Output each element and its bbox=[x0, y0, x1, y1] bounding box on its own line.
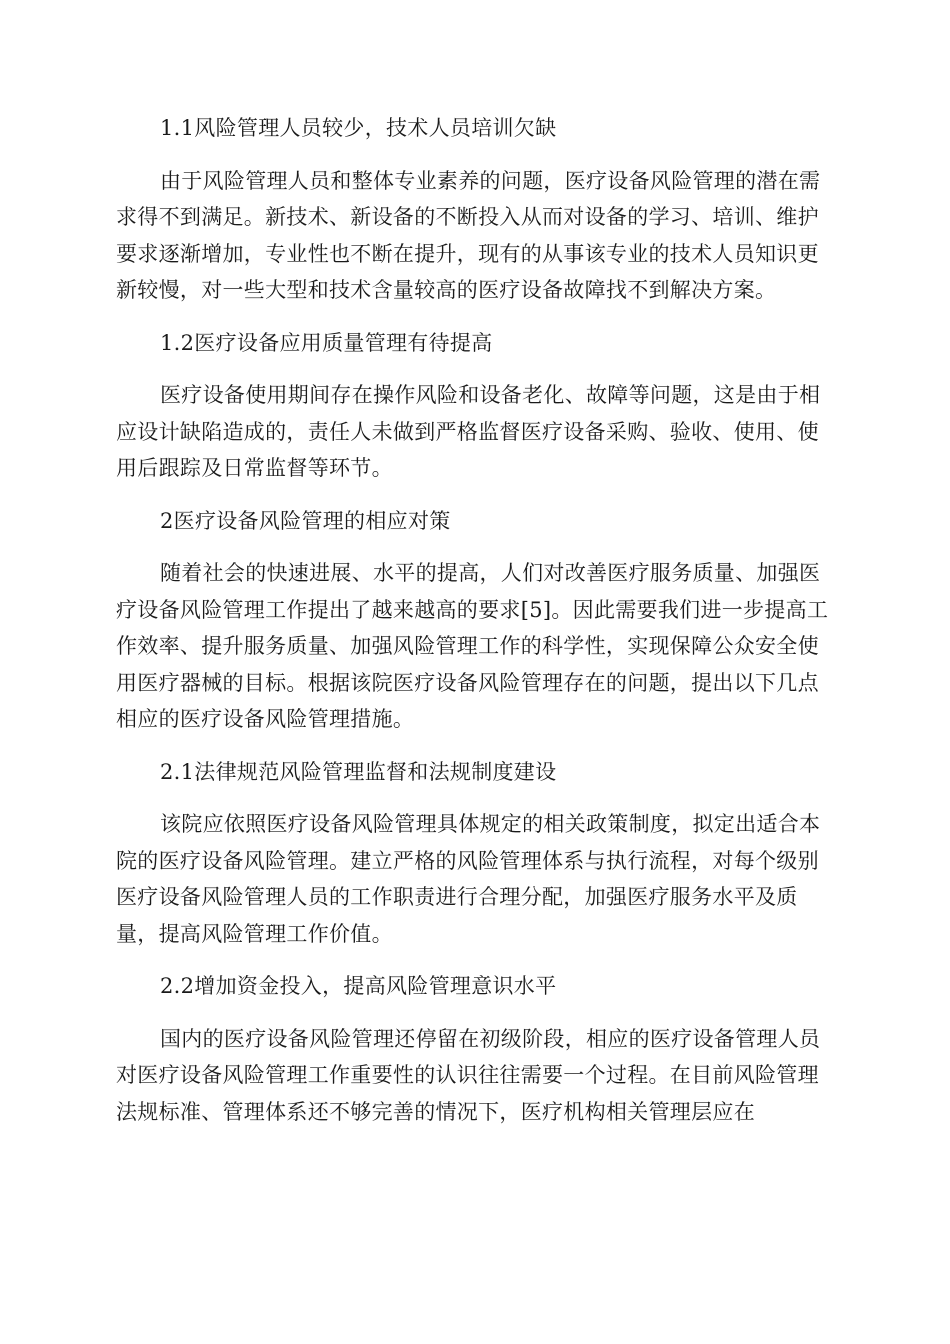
section-heading-2-2: 2.2增加资金投入，提高风险管理意识水平 bbox=[160, 974, 557, 998]
paragraph-1-1: 由于风险管理人员和整体专业素养的问题，医疗设备风险管理的潜在需求得不到满足。新技术、新设备的不断投入从而对设备的学习、培训、维护要求逐渐增加，专业性也不断在提升，现有的从事该专业的技术人员知识更新较慢，对一些大型和技术含量较高的医疗设备故障找不到解决方案。 bbox=[116, 168, 821, 302]
document-body bbox=[116, 110, 834, 1130]
paragraph-2-2: 国内的医疗设备风险管理还停留在初级阶段，相应的医疗设备管理人员对医疗设备风险管理工作重要性的认识往往需要一个过程。在目前风险管理法规标准、管理体系还不够完善的情况下，医疗机构相关管理层应在 bbox=[116, 1026, 821, 1124]
section-heading-1-1: 1.1风险管理人员较少，技术人员培训欠缺 bbox=[160, 116, 557, 140]
paragraph-2: 随着社会的快速进展、水平的提高，人们对改善医疗服务质量、加强医疗设备风险管理工作提出了越来越高的要求[5]。因此需要我们进一步提高工作效率、提升服务质量、加强风险管理工作的科学性，实现保障公众安全使用医疗器械的目标。根据该院医疗设备风险管理存在的问题，提出以下几点相应的医疗设备风险管理措施。 bbox=[116, 561, 829, 731]
section-heading-2: 2医疗设备风险管理的相应对策 bbox=[160, 508, 451, 533]
paragraph-1-2: 医疗设备使用期间存在操作风险和设备老化、故障等问题，这是由于相应设计缺陷造成的，责任人未做到严格监督医疗设备采购、验收、使用、使用后跟踪及日常监督等环节。 bbox=[116, 383, 821, 480]
section-heading-1-2: 1.2医疗设备应用质量管理有待提高 bbox=[160, 330, 493, 355]
paragraph-2-1: 该院应依照医疗设备风险管理具体规定的相关政策制度，拟定出适合本院的医疗设备风险管理。建立严格的风险管理体系与执行流程，对每个级别医疗设备风险管理人员的工作职责进行合理分配，加强医疗服务水平及质量，提高风险管理工作价值。 bbox=[116, 812, 821, 946]
section-heading-2-1: 2.1法律规范风险管理监督和法规制度建设 bbox=[160, 759, 557, 784]
